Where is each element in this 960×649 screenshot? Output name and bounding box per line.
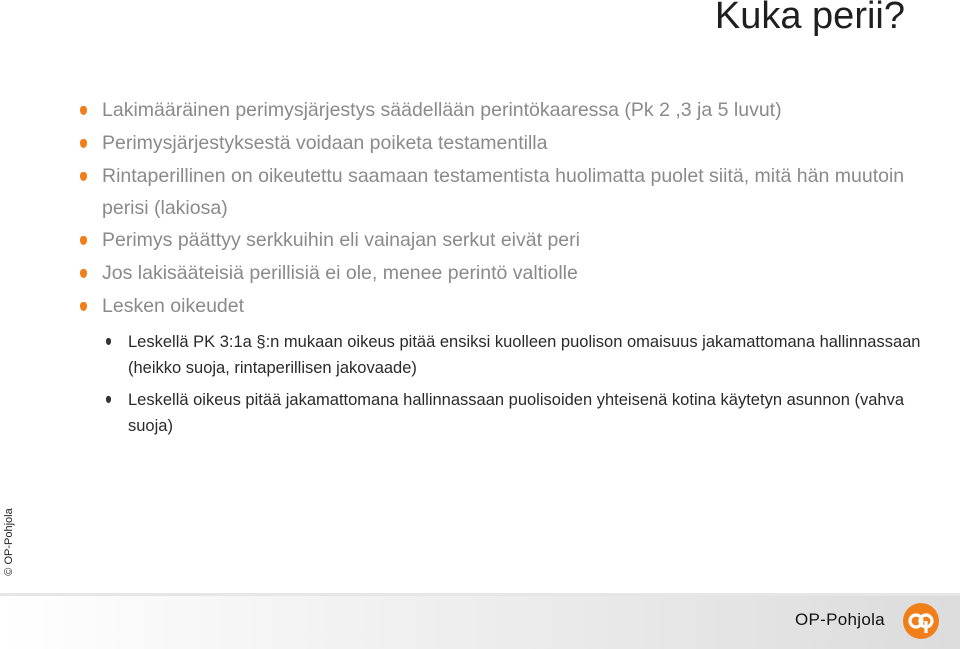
slide-title: Kuka perii? bbox=[714, 0, 905, 37]
logo-stem bbox=[924, 621, 927, 633]
op-logo-icon bbox=[902, 602, 940, 640]
bullet-item: Jos lakisääteisiä perillisiä ei ole, menee perintö valtiolle bbox=[80, 257, 940, 290]
bullet-item: Perimys päättyy serkkuihin eli vainajan serkut eivät peri bbox=[80, 224, 940, 257]
bullet-item: Lesken oikeudet bbox=[80, 290, 940, 323]
bullet-list bbox=[80, 94, 940, 439]
bullet-item: Perimysjärjestyksestä voidaan poiketa testamentilla bbox=[80, 127, 940, 160]
bullet-item: Rintaperillinen on oikeutettu saamaan testamentista huolimatta puolet siitä, mitä hän muutoin perisi (lakiosa) bbox=[80, 160, 940, 224]
sub-bullet-item: Leskellä PK 3:1a §:n mukaan oikeus pitää ensiksi kuolleen puolison omaisuus jakamattomana hallinnassaan (heikko suoja, rintaperillisen jakovaade) bbox=[80, 329, 940, 381]
logo-wordmark: OP-Pohjola bbox=[795, 610, 885, 629]
sub-bullet-item: Leskellä oikeus pitää jakamattomana hallinnassaan puolisoiden yhteisenä kotina käytetyn asunnon (vahva suoja) bbox=[80, 387, 940, 439]
copyright-notice: © OP-Pohjola bbox=[3, 508, 15, 576]
bullet-item: Lakimääräinen perimysjärjestys säädellään perintökaaressa (Pk 2 ,3 ja 5 luvut) bbox=[80, 94, 940, 127]
